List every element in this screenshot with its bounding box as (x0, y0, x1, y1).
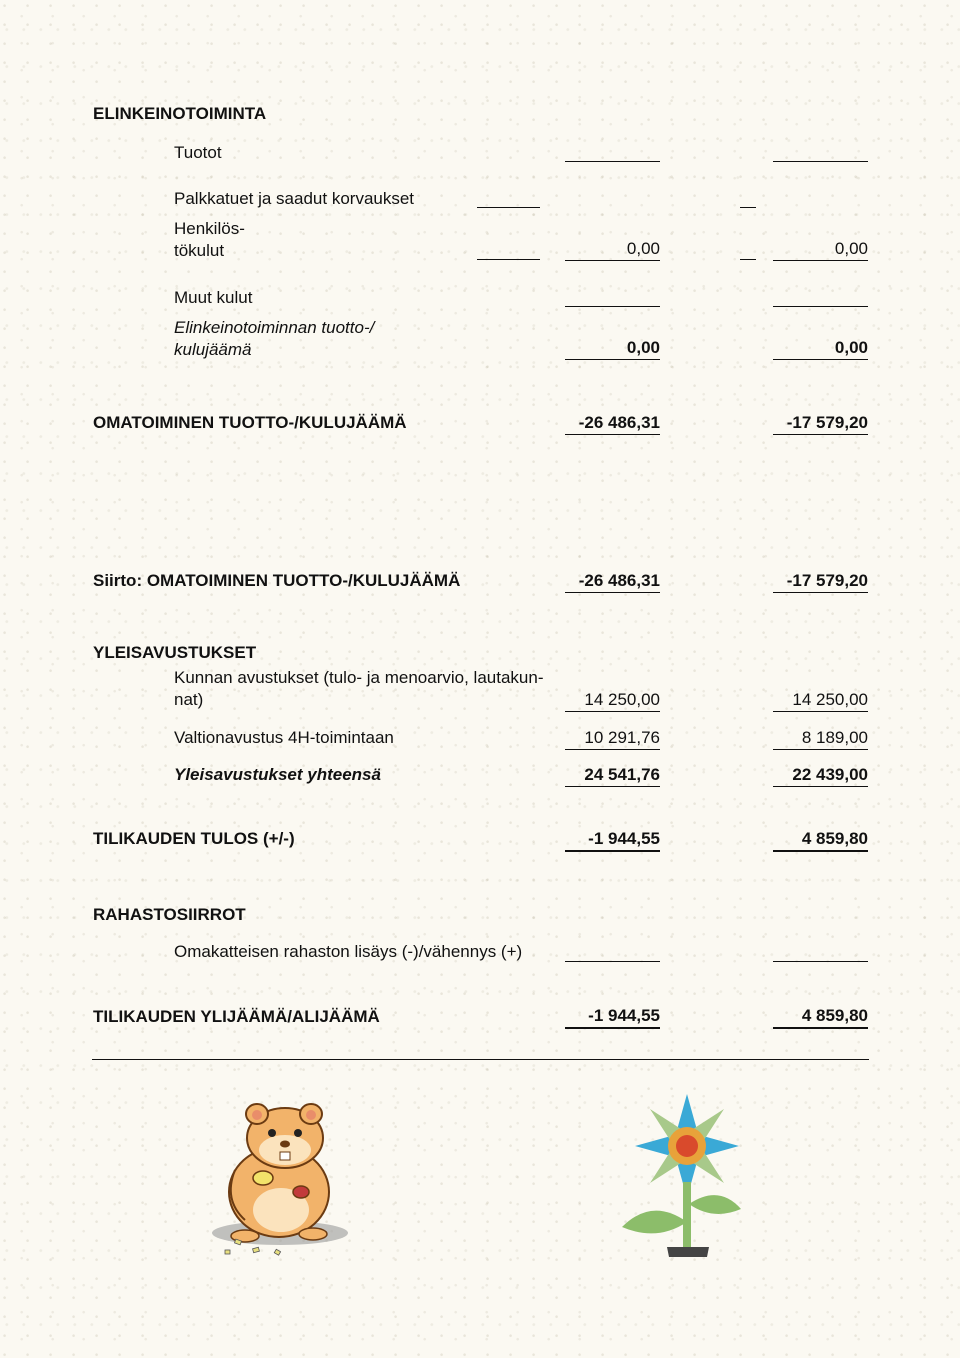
rule-muut-col1 (565, 306, 660, 307)
rule-palkkatuet-a (477, 207, 540, 208)
row-label-valtionavustus: Valtionavustus 4H-toimintaan (174, 728, 394, 747)
rule-muut-col2 (773, 306, 868, 307)
value-henkilosto-col1: 0,00 (565, 238, 660, 261)
value-elinkeino-tulos-col2: 0,00 (773, 337, 868, 360)
rule-omakatteinen-col1 (565, 961, 660, 962)
row-label-tuotot: Tuotot (174, 143, 222, 162)
row-label-ylijaama: TILIKAUDEN YLIJÄÄMÄ/ALIJÄÄMÄ (93, 1007, 380, 1026)
rule-henkilosto-a (477, 259, 540, 260)
value-siirto-col1: -26 486,31 (565, 570, 660, 593)
row-label-kunnan-1: Kunnan avustukset (tulo- ja menoarvio, lautakun- (174, 668, 544, 687)
row-label-henkilostokulut-1: Henkilös- (174, 219, 245, 238)
section-heading-yleisavustukset: YLEISAVUSTUKSET (93, 643, 257, 662)
row-label-elinkeino-tulos-1: Elinkeinotoiminnan tuotto-/ (174, 318, 375, 337)
row-label-palkkatuet: Palkkatuet ja saadut korvaukset (174, 189, 415, 208)
row-label-kunnan-2: nat) (174, 690, 204, 709)
value-kunnan-col2: 14 250,00 (773, 689, 868, 712)
rule-tuotot-col1 (565, 161, 660, 162)
value-ylijaama-col2: 4 859,80 (773, 1005, 868, 1029)
section-heading-rahastosiirrot: RAHASTOSIIRROT (93, 905, 246, 924)
row-label-yleisavustukset-yhteensa: Yleisavustukset yhteensä (174, 765, 381, 784)
value-omatoiminen-col2: -17 579,20 (773, 412, 868, 435)
row-label-omakatteinen: Omakatteisen rahaston lisäys (-)/vähennys (+) (174, 942, 523, 961)
row-label-siirto: Siirto: OMATOIMINEN TUOTTO-/KULUJÄÄMÄ (93, 571, 461, 590)
row-label-elinkeino-tulos-2: kulujäämä (174, 340, 252, 359)
flower-illustration (615, 1092, 765, 1267)
row-label-omatoiminen: OMATOIMINEN TUOTTO-/KULUJÄÄMÄ (93, 413, 407, 432)
row-label-tilikauden-tulos: TILIKAUDEN TULOS (+/-) (93, 829, 295, 848)
value-yhteensa-col2: 22 439,00 (773, 764, 868, 787)
rule-omakatteinen-col2 (773, 961, 868, 962)
hamster-illustration (205, 1100, 355, 1260)
rule-tuotot-col2 (773, 161, 868, 162)
value-siirto-col2: -17 579,20 (773, 570, 868, 593)
value-valtionavustus-col2: 8 189,00 (773, 727, 868, 750)
value-ylijaama-col1: -1 944,55 (565, 1005, 660, 1029)
value-elinkeino-tulos-col1: 0,00 (565, 337, 660, 360)
rule-henkilosto-b (740, 259, 756, 260)
value-valtionavustus-col1: 10 291,76 (565, 727, 660, 750)
rule-palkkatuet-b (740, 207, 756, 208)
value-kunnan-col1: 14 250,00 (565, 689, 660, 712)
row-label-henkilostokulut-2: tökulut (174, 241, 225, 260)
value-tilikauden-tulos-col1: -1 944,55 (565, 828, 660, 852)
value-tilikauden-tulos-col2: 4 859,80 (773, 828, 868, 852)
value-henkilosto-col2: 0,00 (773, 238, 868, 261)
bottom-rule (92, 1059, 869, 1060)
value-yhteensa-col1: 24 541,76 (565, 764, 660, 787)
section-heading-elinkeinotoiminta: ELINKEINOTOIMINTA (93, 104, 267, 123)
value-omatoiminen-col1: -26 486,31 (565, 412, 660, 435)
row-label-muut-kulut: Muut kulut (174, 288, 253, 307)
